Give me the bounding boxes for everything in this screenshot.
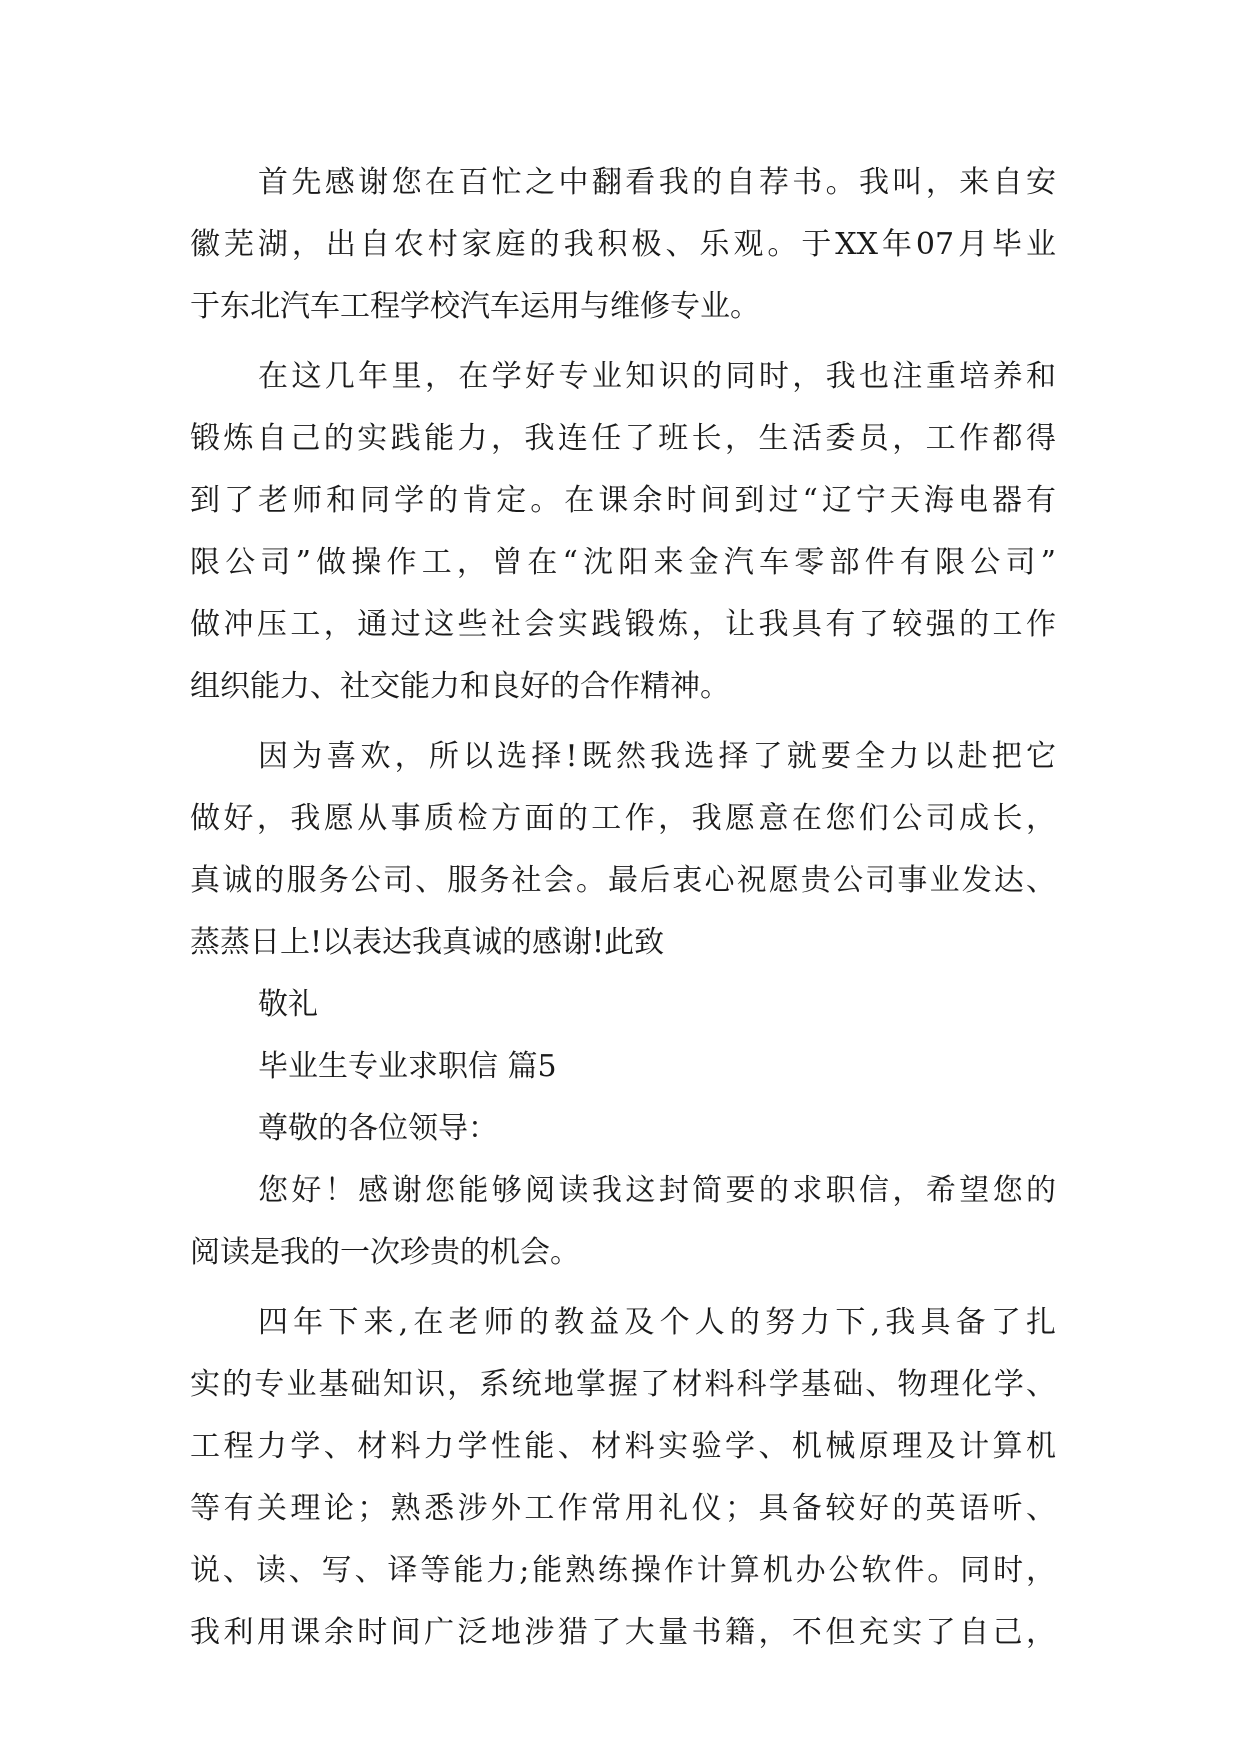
text-line: 因为喜欢，所以选择!既然我选择了就要全力以赴把它 [258,739,1056,774]
section-heading: 毕业生专业求职信 篇5 [258,1049,557,1084]
closing-salutation: 敬礼 [258,987,318,1022]
text-line: 组织能力、社交能力和良好的合作精神。 [190,669,730,704]
text-line: 到了老师和同学的肯定。在课余时间到过“辽宁天海电器有 [190,483,1056,518]
text-line: 做好，我愿从事质检方面的工作，我愿意在您们公司成长， [190,801,1056,836]
text-line: 说、读、写、译等能力;能熟练操作计算机办公软件。同时， [190,1553,1056,1588]
text-line: 蒸蒸日上!以表达我真诚的感谢!此致 [190,925,665,960]
text-line: 四年下来,在老师的教益及个人的努力下,我具备了扎 [258,1305,1056,1340]
text-line: 于东北汽车工程学校汽车运用与维修专业。 [190,289,760,324]
text-line: 工程力学、材料力学性能、材料实验学、机械原理及计算机 [190,1429,1056,1464]
text-line: 我利用课余时间广泛地涉猎了大量书籍，不但充实了自己， [190,1615,1056,1650]
text-line: 徽芜湖，出自农村家庭的我积极、乐观。于XX年07月毕业 [190,227,1056,262]
text-line: 等有关理论；熟悉涉外工作常用礼仪；具备较好的英语听、 [190,1491,1056,1526]
letter-body [190,152,1056,1664]
text-line: 实的专业基础知识，系统地掌握了材料科学基础、物理化学、 [190,1367,1056,1402]
text-line: 首先感谢您在百忙之中翻看我的自荐书。我叫，来自安 [258,165,1056,200]
text-line: 限公司”做操作工，曾在“沈阳来金汽车零部件有限公司” [190,545,1056,580]
text-line: 在这几年里，在学好专业知识的同时，我也注重培养和 [258,359,1056,394]
text-line: 您好！感谢您能够阅读我这封简要的求职信，希望您的 [258,1173,1056,1208]
text-line: 做冲压工，通过这些社会实践锻炼，让我具有了较强的工作 [190,607,1056,642]
greeting: 尊敬的各位领导： [258,1111,498,1146]
text-line: 阅读是我的一次珍贵的机会。 [190,1235,580,1270]
text-line: 锻炼自己的实践能力，我连任了班长，生活委员，工作都得 [190,421,1056,456]
text-line: 真诚的服务公司、服务社会。最后衷心祝愿贵公司事业发达、 [190,863,1056,898]
